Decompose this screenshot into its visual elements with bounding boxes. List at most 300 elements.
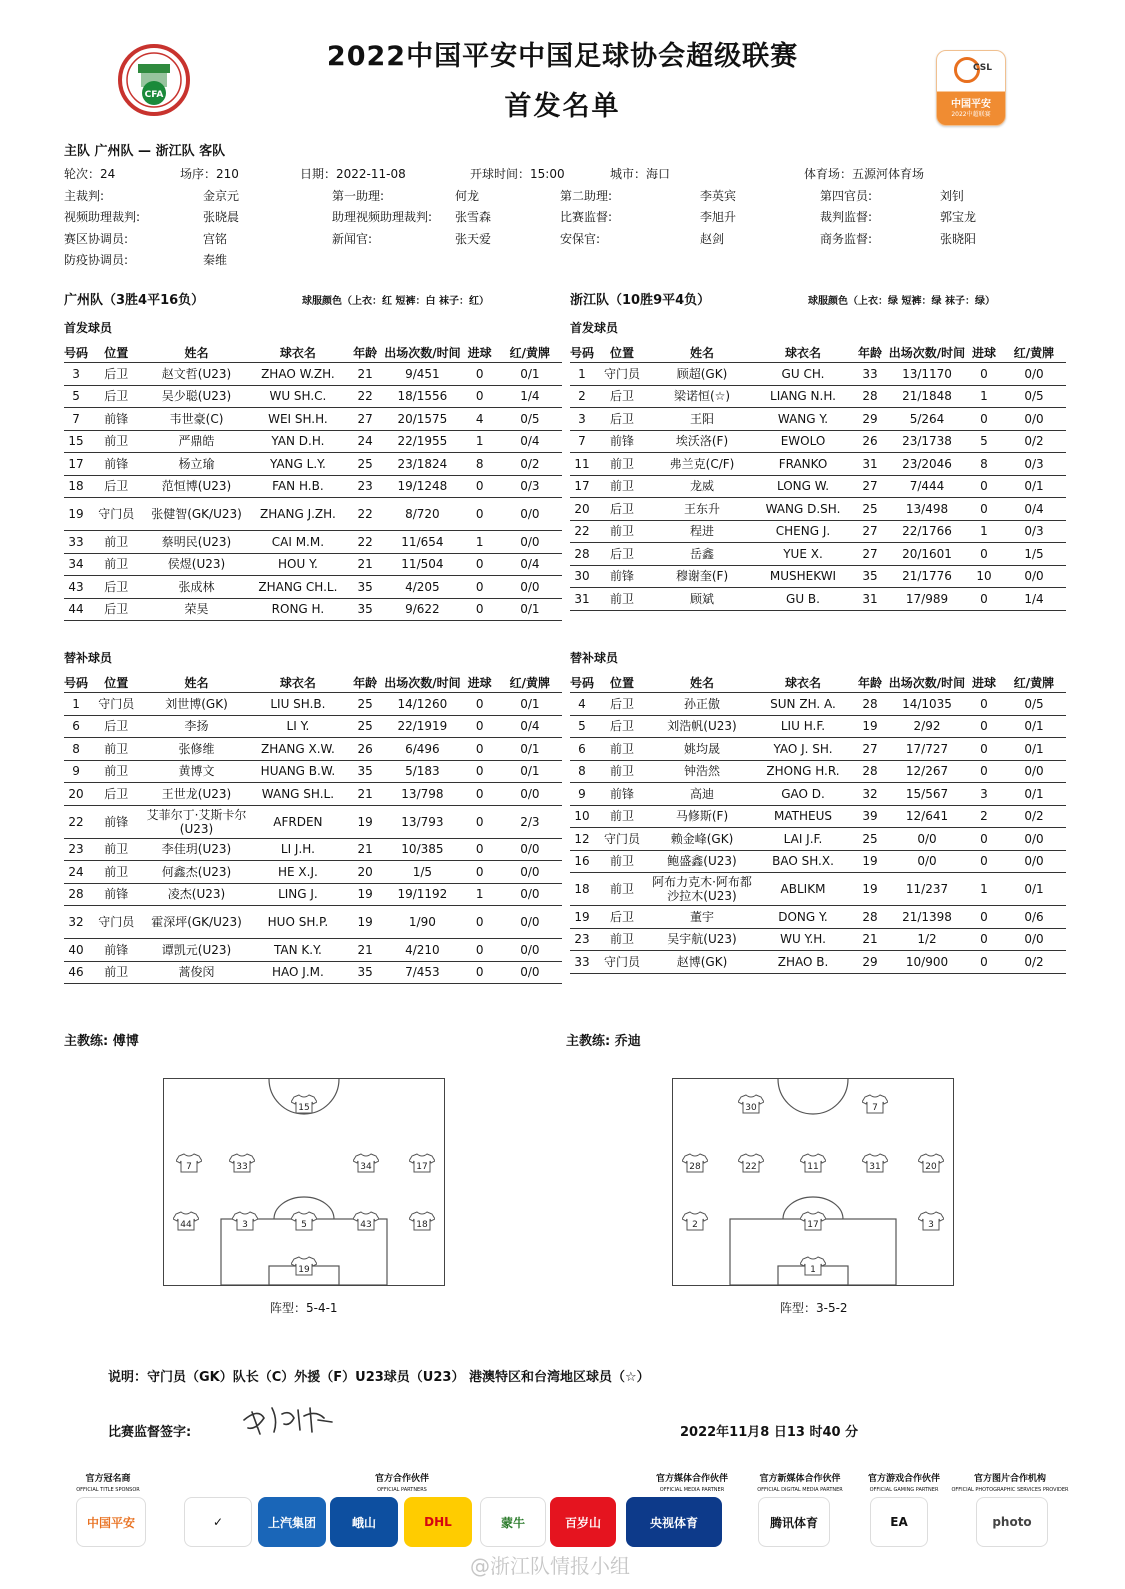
cell-cards: 0/4 <box>1002 498 1066 521</box>
cell-age: 21 <box>347 939 383 962</box>
cell-position: 后卫 <box>594 715 650 738</box>
column-header: 位置 <box>88 342 144 363</box>
home-starters-label: 首发球员 <box>64 321 113 335</box>
cell-position: 前卫 <box>594 760 650 783</box>
cell-name: 黄博文 <box>144 760 248 783</box>
table-row <box>570 783 1066 806</box>
column-header: 出场次数/时间 <box>383 672 461 693</box>
cell-age: 28 <box>852 760 888 783</box>
cell-position: 后卫 <box>594 408 650 431</box>
cell-position: 前卫 <box>594 475 650 498</box>
cell-appearances: 19/1192 <box>383 883 461 906</box>
cell-number: 11 <box>570 453 594 476</box>
cell-shirt-name: RONG H. <box>249 598 347 621</box>
column-header: 出场次数/时间 <box>888 672 966 693</box>
cell-appearances: 5/183 <box>383 760 461 783</box>
cell-appearances: 10/900 <box>888 951 966 974</box>
cell-appearances: 21/1776 <box>888 565 966 588</box>
cell-number: 24 <box>64 861 88 884</box>
cell-goals: 0 <box>966 906 1002 929</box>
cell-appearances: 11/504 <box>383 553 461 576</box>
cell-name: 蔡明民(U23) <box>144 531 248 554</box>
column-header: 姓名 <box>650 342 754 363</box>
round: 轮次：24 <box>64 167 116 181</box>
official-role: 安保官: <box>560 232 601 246</box>
cell-shirt-name: LIU SH.B. <box>249 693 347 716</box>
official-name: 金京元 <box>203 189 240 203</box>
table-row <box>570 906 1066 929</box>
cell-name: 王东升 <box>650 498 754 521</box>
cell-name: 赵文哲(U23) <box>144 363 248 386</box>
cell-shirt-name: YANG L.Y. <box>249 453 347 476</box>
cell-name: 侯煜(U23) <box>144 553 248 576</box>
official-name: 何龙 <box>455 189 480 203</box>
cell-number: 10 <box>570 805 594 828</box>
cell-name: 穆谢奎(F) <box>650 565 754 588</box>
table-row <box>64 598 562 621</box>
official-name: 郭宝龙 <box>940 210 977 224</box>
cell-cards: 0/5 <box>498 408 562 431</box>
cell-age: 35 <box>852 565 888 588</box>
cell-position: 前卫 <box>594 928 650 951</box>
column-header: 号码 <box>64 672 88 693</box>
cell-goals: 3 <box>966 783 1002 806</box>
cell-position: 前卫 <box>88 738 144 761</box>
sponsor-logo: 腾讯体育 <box>758 1497 830 1547</box>
jersey-number: 17 <box>807 1220 819 1231</box>
cell-goals: 10 <box>966 565 1002 588</box>
table-row <box>570 453 1066 476</box>
cell-name: 姚均晟 <box>650 738 754 761</box>
cell-name: 孙正傲 <box>650 693 754 716</box>
cell-goals: 0 <box>462 838 498 861</box>
cell-number: 8 <box>64 738 88 761</box>
table-row <box>570 951 1066 974</box>
table-row <box>64 531 562 554</box>
cell-shirt-name: WANG Y. <box>754 408 852 431</box>
cell-age: 25 <box>852 828 888 851</box>
sponsor-logo: 蒙牛 <box>480 1497 546 1547</box>
cell-shirt-name: ZHONG H.R. <box>754 760 852 783</box>
table-row <box>570 873 1066 906</box>
player-jersey-icon <box>229 1153 255 1173</box>
cell-cards: 0/5 <box>1002 693 1066 716</box>
cell-name: 龙威 <box>650 475 754 498</box>
sponsor-logo: 中国平安 <box>76 1497 146 1547</box>
cell-cards: 0/2 <box>498 453 562 476</box>
cell-goals: 0 <box>966 738 1002 761</box>
cell-shirt-name: LIANG N.H. <box>754 385 852 408</box>
column-header: 球衣名 <box>754 672 852 693</box>
table-row <box>570 588 1066 611</box>
table-row <box>64 906 562 939</box>
cell-number: 8 <box>570 760 594 783</box>
cell-name: 刘世博(GK) <box>144 693 248 716</box>
cell-goals: 0 <box>966 498 1002 521</box>
column-header: 年龄 <box>852 342 888 363</box>
jersey-number: 44 <box>180 1220 193 1231</box>
cell-goals: 5 <box>966 430 1002 453</box>
csl-logo <box>936 50 1006 126</box>
cell-name: 程进 <box>650 520 754 543</box>
cell-appearances: 22/1766 <box>888 520 966 543</box>
cell-appearances: 12/267 <box>888 760 966 783</box>
cell-position: 前锋 <box>88 408 144 431</box>
cell-shirt-name: YAO J. SH. <box>754 738 852 761</box>
sponsor-category-en: OFFICIAL TITLE SPONSOR <box>76 1487 140 1493</box>
cell-name: 吴宇航(U23) <box>650 928 754 951</box>
cell-position: 前卫 <box>88 553 144 576</box>
cell-goals: 8 <box>966 453 1002 476</box>
column-header: 年龄 <box>347 672 383 693</box>
cell-age: 26 <box>347 738 383 761</box>
cell-number: 22 <box>64 805 88 838</box>
table-row <box>64 498 562 531</box>
cell-age: 39 <box>852 805 888 828</box>
cell-age: 21 <box>347 553 383 576</box>
column-header: 红/黄牌 <box>498 672 562 693</box>
cell-appearances: 13/793 <box>383 805 461 838</box>
cell-appearances: 18/1556 <box>383 385 461 408</box>
cell-shirt-name: FAN H.B. <box>249 475 347 498</box>
cell-number: 28 <box>64 883 88 906</box>
cell-age: 33 <box>852 363 888 386</box>
cell-goals: 0 <box>462 805 498 838</box>
table-row <box>570 408 1066 431</box>
cell-shirt-name: LI J.H. <box>249 838 347 861</box>
table-row <box>570 738 1066 761</box>
official-role: 裁判监督: <box>820 210 873 224</box>
cell-appearances: 14/1035 <box>888 693 966 716</box>
cell-position: 后卫 <box>88 475 144 498</box>
cell-position: 后卫 <box>88 715 144 738</box>
table-row <box>570 760 1066 783</box>
sponsor-category-cn: 官方图片合作机构 <box>973 1474 1046 1484</box>
column-header: 进球 <box>966 342 1002 363</box>
sponsor-category-en: OFFICIAL DIGITAL MEDIA PARTNER <box>757 1487 843 1493</box>
cell-appearances: 7/444 <box>888 475 966 498</box>
cell-appearances: 10/385 <box>383 838 461 861</box>
jersey-number: 5 <box>301 1220 307 1231</box>
cell-age: 19 <box>347 805 383 838</box>
cell-goals: 0 <box>462 783 498 806</box>
cell-number: 5 <box>570 715 594 738</box>
column-header: 位置 <box>594 672 650 693</box>
cell-appearances: 7/453 <box>383 961 461 984</box>
cell-cards: 0/0 <box>498 576 562 599</box>
cell-goals: 0 <box>966 408 1002 431</box>
table-header-row <box>64 342 562 363</box>
pitch-lines <box>673 1079 953 1285</box>
sponsor-category-cn: 官方媒体合作伙伴 <box>655 1474 728 1484</box>
csl-name: 中国平安 <box>951 99 991 110</box>
cell-cards: 0/4 <box>498 430 562 453</box>
cell-goals: 1 <box>462 531 498 554</box>
cell-cards: 0/0 <box>498 783 562 806</box>
official-name: 张晓晨 <box>203 210 240 224</box>
player-jersey-icon <box>409 1211 435 1231</box>
cell-appearances: 12/641 <box>888 805 966 828</box>
cell-age: 19 <box>347 883 383 906</box>
cell-name: 王世龙(U23) <box>144 783 248 806</box>
cell-shirt-name: GU B. <box>754 588 852 611</box>
cell-shirt-name: DONG Y. <box>754 906 852 929</box>
cell-age: 29 <box>852 951 888 974</box>
cell-age: 27 <box>852 475 888 498</box>
cell-position: 前卫 <box>594 873 650 906</box>
cell-appearances: 1/5 <box>383 861 461 884</box>
home-starters-table <box>64 342 562 621</box>
cell-appearances: 17/989 <box>888 588 966 611</box>
cell-cards: 1/5 <box>1002 543 1066 566</box>
official-name: 秦维 <box>203 253 228 267</box>
official-role: 赛区协调员: <box>64 232 129 246</box>
table-row <box>64 385 562 408</box>
sponsor-logo: 上汽集团 <box>258 1497 326 1547</box>
cell-name: 岳鑫 <box>650 543 754 566</box>
watermark: @浙江队情报小组 <box>470 1554 630 1578</box>
table-row <box>570 565 1066 588</box>
column-header: 号码 <box>570 342 594 363</box>
table-row <box>64 363 562 386</box>
cell-name: 韦世豪(C) <box>144 408 248 431</box>
table-header-row <box>64 672 562 693</box>
cell-appearances: 21/1848 <box>888 385 966 408</box>
cell-shirt-name: ABLIKM <box>754 873 852 906</box>
cell-position: 后卫 <box>594 385 650 408</box>
cell-goals: 0 <box>462 553 498 576</box>
table-row <box>570 498 1066 521</box>
cell-goals: 0 <box>462 738 498 761</box>
away-starters-label: 首发球员 <box>570 321 619 335</box>
cell-position: 前卫 <box>594 453 650 476</box>
cell-name: 范恒博(U23) <box>144 475 248 498</box>
cell-cards: 0/2 <box>1002 951 1066 974</box>
cell-appearances: 22/1919 <box>383 715 461 738</box>
column-header: 进球 <box>462 672 498 693</box>
cell-name: 顾斌 <box>650 588 754 611</box>
cell-cards: 0/1 <box>1002 738 1066 761</box>
document-subtitle: 首发名单 <box>504 91 621 122</box>
cell-shirt-name: HOU Y. <box>249 553 347 576</box>
cell-name: 弗兰克(C/F) <box>650 453 754 476</box>
table-header-row <box>570 672 1066 693</box>
column-header: 位置 <box>88 672 144 693</box>
cfa-logo-text: CFA <box>144 90 164 100</box>
cell-position: 守门员 <box>594 828 650 851</box>
table-row <box>570 805 1066 828</box>
cell-goals: 0 <box>966 543 1002 566</box>
cell-name: 艾菲尔丁·艾斯卡尔(U23) <box>144 805 248 838</box>
cell-age: 27 <box>347 408 383 431</box>
cell-name: 阿布力克木·阿布都沙拉木(U23) <box>650 873 754 906</box>
cell-number: 43 <box>64 576 88 599</box>
cell-number: 46 <box>64 961 88 984</box>
cell-cards: 0/0 <box>1002 363 1066 386</box>
cell-number: 5 <box>64 385 88 408</box>
jersey-number: 2 <box>692 1220 699 1231</box>
cell-name: 董宇 <box>650 906 754 929</box>
cell-goals: 0 <box>966 828 1002 851</box>
table-row <box>64 553 562 576</box>
cell-goals: 1 <box>462 430 498 453</box>
cell-number: 17 <box>570 475 594 498</box>
jersey-number: 19 <box>298 1265 310 1276</box>
cell-position: 前卫 <box>88 430 144 453</box>
sponsor-category <box>844 1474 964 1496</box>
cell-number: 40 <box>64 939 88 962</box>
table-row <box>570 693 1066 716</box>
table-row <box>64 408 562 431</box>
cell-shirt-name: HUANG B.W. <box>249 760 347 783</box>
official-role: 视频助理裁判: <box>64 210 141 224</box>
sponsor-category-cn: 官方合作伙伴 <box>374 1474 429 1484</box>
official-role: 防疫协调员: <box>64 253 129 267</box>
away-coach: 主教练: 乔迪 <box>566 1034 641 1049</box>
table-row <box>570 715 1066 738</box>
player-jersey-icon <box>862 1094 888 1114</box>
table-row <box>64 805 562 838</box>
cell-age: 28 <box>852 693 888 716</box>
cell-age: 35 <box>347 961 383 984</box>
cell-age: 29 <box>852 408 888 431</box>
table-row <box>64 939 562 962</box>
away-kit-colors: 球服颜色（上衣：绿 短裤：绿 袜子：绿） <box>808 296 995 307</box>
cell-cards: 0/0 <box>498 939 562 962</box>
jersey-number: 3 <box>242 1220 249 1231</box>
cell-age: 35 <box>347 760 383 783</box>
cell-number: 12 <box>570 828 594 851</box>
home-subs-table <box>64 672 562 984</box>
sponsor-logo: 央视体育 <box>626 1497 722 1547</box>
cell-position: 前卫 <box>88 760 144 783</box>
cell-age: 19 <box>852 850 888 873</box>
column-header: 球衣名 <box>249 342 347 363</box>
column-header: 姓名 <box>144 672 248 693</box>
cell-age: 19 <box>852 715 888 738</box>
cell-goals: 0 <box>462 861 498 884</box>
official-name: 宫铭 <box>203 232 228 246</box>
supervisor-signature <box>238 1400 338 1438</box>
cell-number: 6 <box>64 715 88 738</box>
csl-sub: 2022中超联赛 <box>951 111 991 118</box>
cell-goals: 0 <box>966 951 1002 974</box>
cell-cards: 0/1 <box>498 760 562 783</box>
cell-number: 1 <box>64 693 88 716</box>
cell-name: 高迪 <box>650 783 754 806</box>
cell-shirt-name: AFRDEN <box>249 805 347 838</box>
column-header: 球衣名 <box>754 342 852 363</box>
teams-line: 主队 广州队 — 浙江队 客队 <box>64 144 226 159</box>
cell-shirt-name: WU SH.C. <box>249 385 347 408</box>
sponsor-logo: DHL <box>404 1497 472 1547</box>
cell-appearances: 1/90 <box>383 906 461 939</box>
cell-shirt-name: WU Y.H. <box>754 928 852 951</box>
table-row <box>64 576 562 599</box>
column-header: 红/黄牌 <box>498 342 562 363</box>
cell-age: 21 <box>347 363 383 386</box>
table-row <box>570 828 1066 851</box>
cell-position: 前卫 <box>88 838 144 861</box>
cell-goals: 0 <box>462 498 498 531</box>
cell-cards: 0/2 <box>1002 805 1066 828</box>
cell-shirt-name: LAI J.F. <box>754 828 852 851</box>
cell-number: 19 <box>570 906 594 929</box>
column-header: 姓名 <box>650 672 754 693</box>
cell-cards: 0/3 <box>1002 520 1066 543</box>
cell-number: 34 <box>64 553 88 576</box>
cell-cards: 0/6 <box>1002 906 1066 929</box>
cell-position: 后卫 <box>88 783 144 806</box>
cell-number: 6 <box>570 738 594 761</box>
player-jersey-icon <box>176 1153 202 1173</box>
stadium: 体育场：五源河体育场 <box>804 167 925 181</box>
document-title: 2022中国平安中国足球协会超级联赛 <box>326 41 799 72</box>
cell-shirt-name: WEI SH.H. <box>249 408 347 431</box>
cell-number: 9 <box>570 783 594 806</box>
jersey-number: 7 <box>871 1102 878 1113</box>
cell-age: 28 <box>852 385 888 408</box>
cell-goals: 0 <box>462 693 498 716</box>
cell-number: 2 <box>570 385 594 408</box>
home-subs-label: 替补球员 <box>64 651 113 665</box>
cell-cards: 0/0 <box>1002 565 1066 588</box>
cell-cards: 0/0 <box>1002 850 1066 873</box>
cell-number: 28 <box>570 543 594 566</box>
cell-appearances: 4/205 <box>383 576 461 599</box>
column-header: 进球 <box>966 672 1002 693</box>
cell-position: 前锋 <box>88 453 144 476</box>
cell-position: 前卫 <box>594 805 650 828</box>
cell-appearances: 4/210 <box>383 939 461 962</box>
cell-cards: 0/0 <box>498 498 562 531</box>
player-jersey-icon <box>800 1153 826 1173</box>
cell-position: 前卫 <box>594 738 650 761</box>
cell-shirt-name: LI Y. <box>249 715 347 738</box>
cell-goals: 0 <box>462 385 498 408</box>
cell-goals: 0 <box>966 928 1002 951</box>
cell-cards: 2/3 <box>498 805 562 838</box>
cell-goals: 0 <box>966 475 1002 498</box>
table-row <box>64 738 562 761</box>
cell-age: 28 <box>852 906 888 929</box>
sponsor-logo: 峨山 <box>330 1497 398 1547</box>
column-header: 球衣名 <box>249 672 347 693</box>
cell-shirt-name: LING J. <box>249 883 347 906</box>
cell-position: 前锋 <box>594 430 650 453</box>
cell-appearances: 23/1824 <box>383 453 461 476</box>
cell-appearances: 14/1260 <box>383 693 461 716</box>
cell-goals: 0 <box>966 588 1002 611</box>
sponsor-category <box>342 1474 462 1496</box>
cell-position: 前锋 <box>88 805 144 838</box>
player-jersey-icon <box>173 1211 199 1231</box>
cell-name: 李佳玥(U23) <box>144 838 248 861</box>
cell-shirt-name: WANG SH.L. <box>249 783 347 806</box>
cell-name: 王阳 <box>650 408 754 431</box>
cell-position: 后卫 <box>594 906 650 929</box>
cell-name: 霍深坪(GK/U23) <box>144 906 248 939</box>
cell-position: 后卫 <box>88 576 144 599</box>
player-jersey-icon <box>353 1153 379 1173</box>
cell-age: 35 <box>347 598 383 621</box>
player-jersey-icon <box>291 1094 317 1114</box>
city: 城市：海口 <box>610 167 671 181</box>
cell-goals: 2 <box>966 805 1002 828</box>
away-subs-table <box>570 672 1066 974</box>
cell-age: 21 <box>852 928 888 951</box>
cell-appearances: 23/2046 <box>888 453 966 476</box>
